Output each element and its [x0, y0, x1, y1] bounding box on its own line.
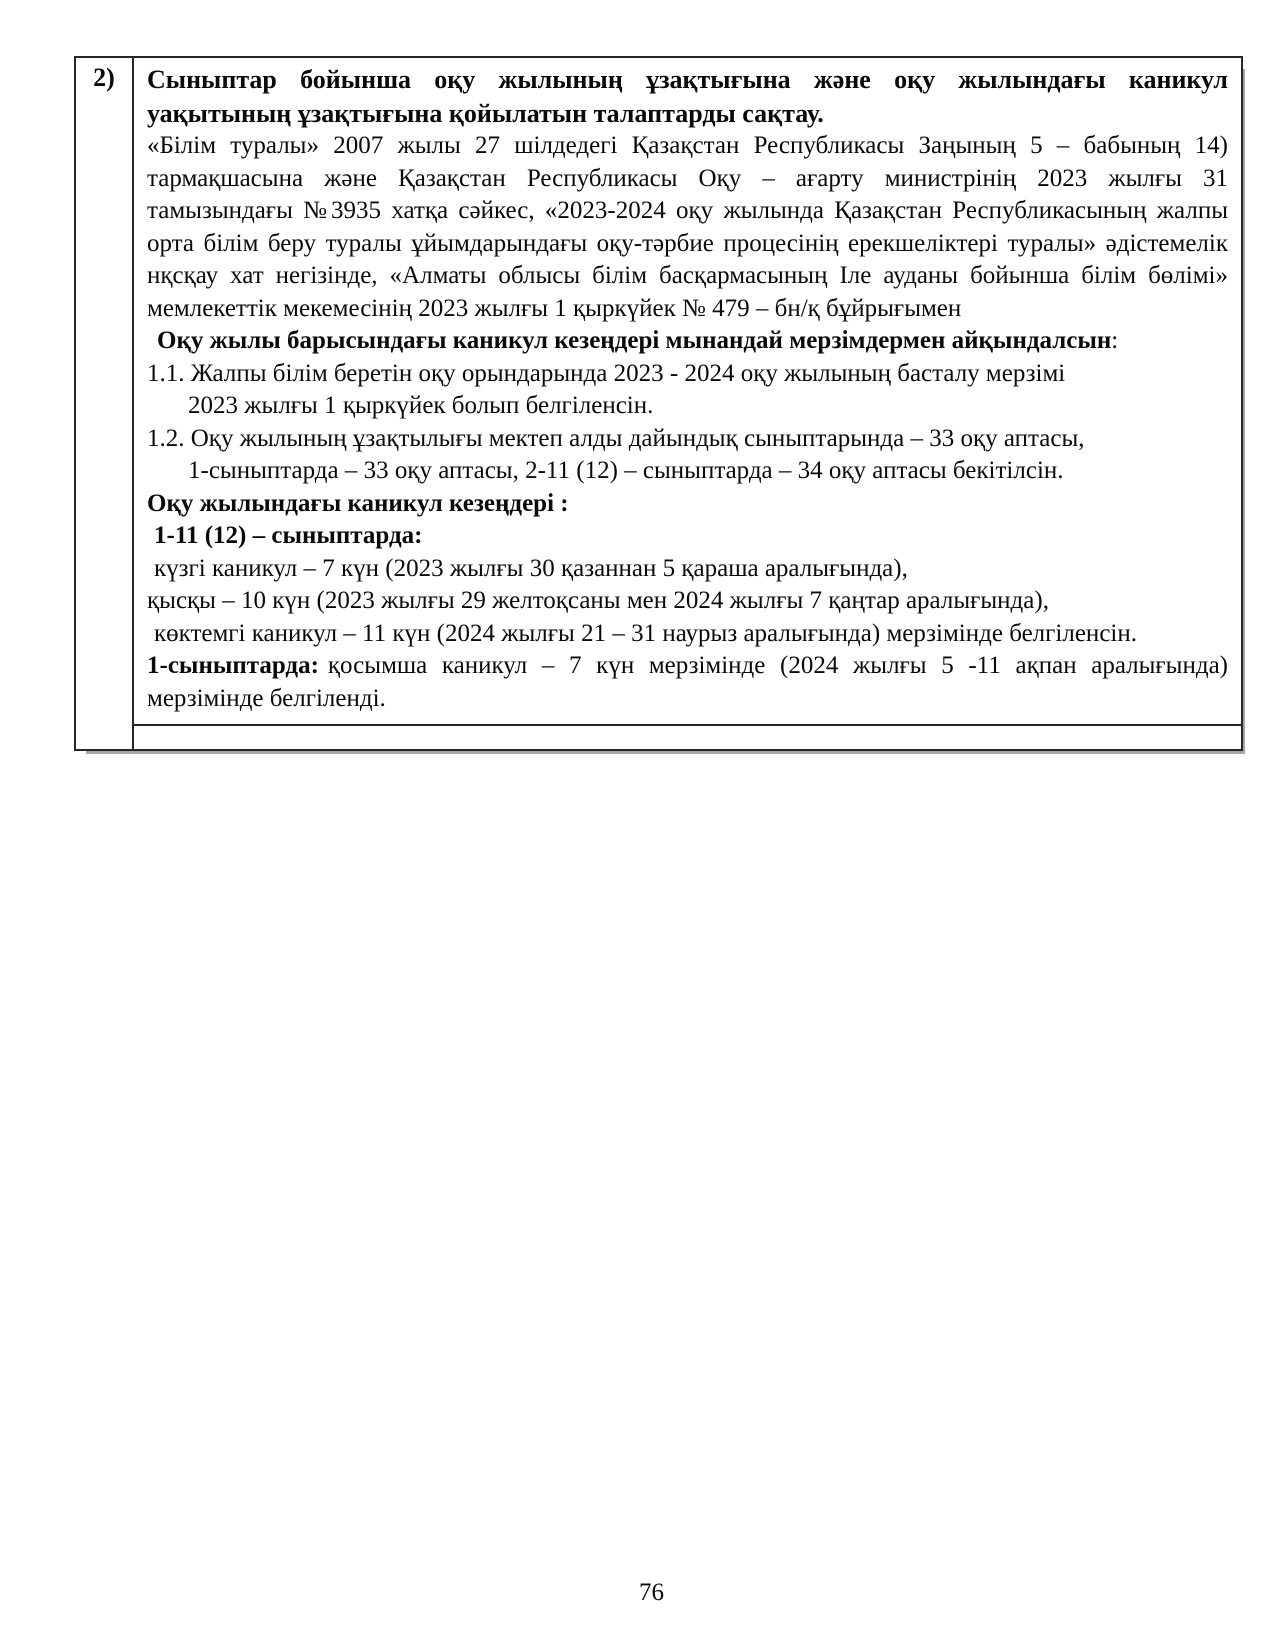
item-1-2-line2: 1-сыныптарда – 33 оқу аптасы, 2-11 (12) – сыныптарда – 34 оқу аптасы бекітілсін. — [188, 457, 1064, 484]
table-empty-row — [75, 725, 1242, 750]
vacation-periods-heading: Оқу жылындағы каникул кезеңдері : — [147, 489, 569, 517]
subtitle-colon: : — [1111, 327, 1119, 354]
classes-1-11-heading: 1-11 (12) – сыныптарда: — [154, 522, 423, 549]
row-number-cell: 2) — [75, 57, 133, 750]
spring-vacation-line: көктемгі каникул – 11 күн (2024 жылғы 21 – 31 наурыз аралығында) мерзімінде белгіленсін. — [154, 619, 1137, 647]
content-cell — [133, 57, 1242, 725]
autumn-vacation-line: күзгі каникул – 7 күн (2023 жылғы 30 қазаннан 5 қараша аралығында), — [154, 554, 908, 582]
item-1-1-line1: 1.1. Жалпы білім беретін оқу орындарында 2023 - 2024 оқу жылының басталу мерзімі — [147, 359, 1066, 387]
first-class-rest-text: қосымша каникул – 7 күн мерзімінде (2024 жылғы 5 -11 ақпан аралығында) мерзімінде белгіленді. — [147, 652, 1228, 712]
subtitle-bold-text: Оқу жылы барысындағы каникул кезеңдері мынандай мерзімдермен айқындалсын — [157, 327, 1112, 354]
item-1-2-line1: 1.2. Оқу жылының ұзақтылығы мектеп алды дайындық сыныптарында – 33 оқу аптасы, — [147, 424, 1085, 452]
empty-cell — [133, 725, 1242, 750]
content-table — [74, 56, 1243, 751]
page-number: 76 — [639, 1579, 664, 1606]
paragraph-legal-basis: «Білім туралы» 2007 жылы 27 шілдедегі Қазақстан Республикасы Заңының 5 – бабының 14) тармақшасына және Қазақстан Республикасы Оқу – ағарту министрінің 2023 жылғы 31 тамызындағы №3935 хатқа сәйкес, «2023-2024 оқу жылында Қазақстан Республикасының жалпы орта білім беру туралы ұйымдарындағы оқу-тәрбие процесінің ерекшеліктері туралы» әдістемелік нқсқау хат негізінде, «Алматы облысы білім басқармасының Іле ауданы бойынша білім бөлімі» мемлекеттік мекемесінің 2023 жылғы 1 қыркүйек № 479 – бн/қ бұйрығымен — [147, 132, 1228, 322]
item-1-1 — [147, 358, 1228, 423]
winter-vacation-line: қысқы – 10 күн (2023 жылғы 29 желтоқсаны мен 2024 жылғы 7 қаңтар аралығында), — [147, 587, 1049, 614]
item-1-2 — [147, 423, 1228, 488]
first-class-bold-text: 1-сыныптарда: — [147, 652, 319, 679]
subtitle-line — [147, 325, 1228, 358]
first-class-line — [147, 650, 1228, 715]
section-title: Сыныптар бойынша оқу жылының ұзақтығына және оқу жылындағы каникул уақытының ұзақтығына қойылатын талаптарды сақтау. — [147, 65, 1228, 128]
table-row — [75, 57, 1242, 725]
item-1-1-line2: 2023 жылғы 1 қыркүйек болып белгіленсін. — [188, 392, 654, 419]
